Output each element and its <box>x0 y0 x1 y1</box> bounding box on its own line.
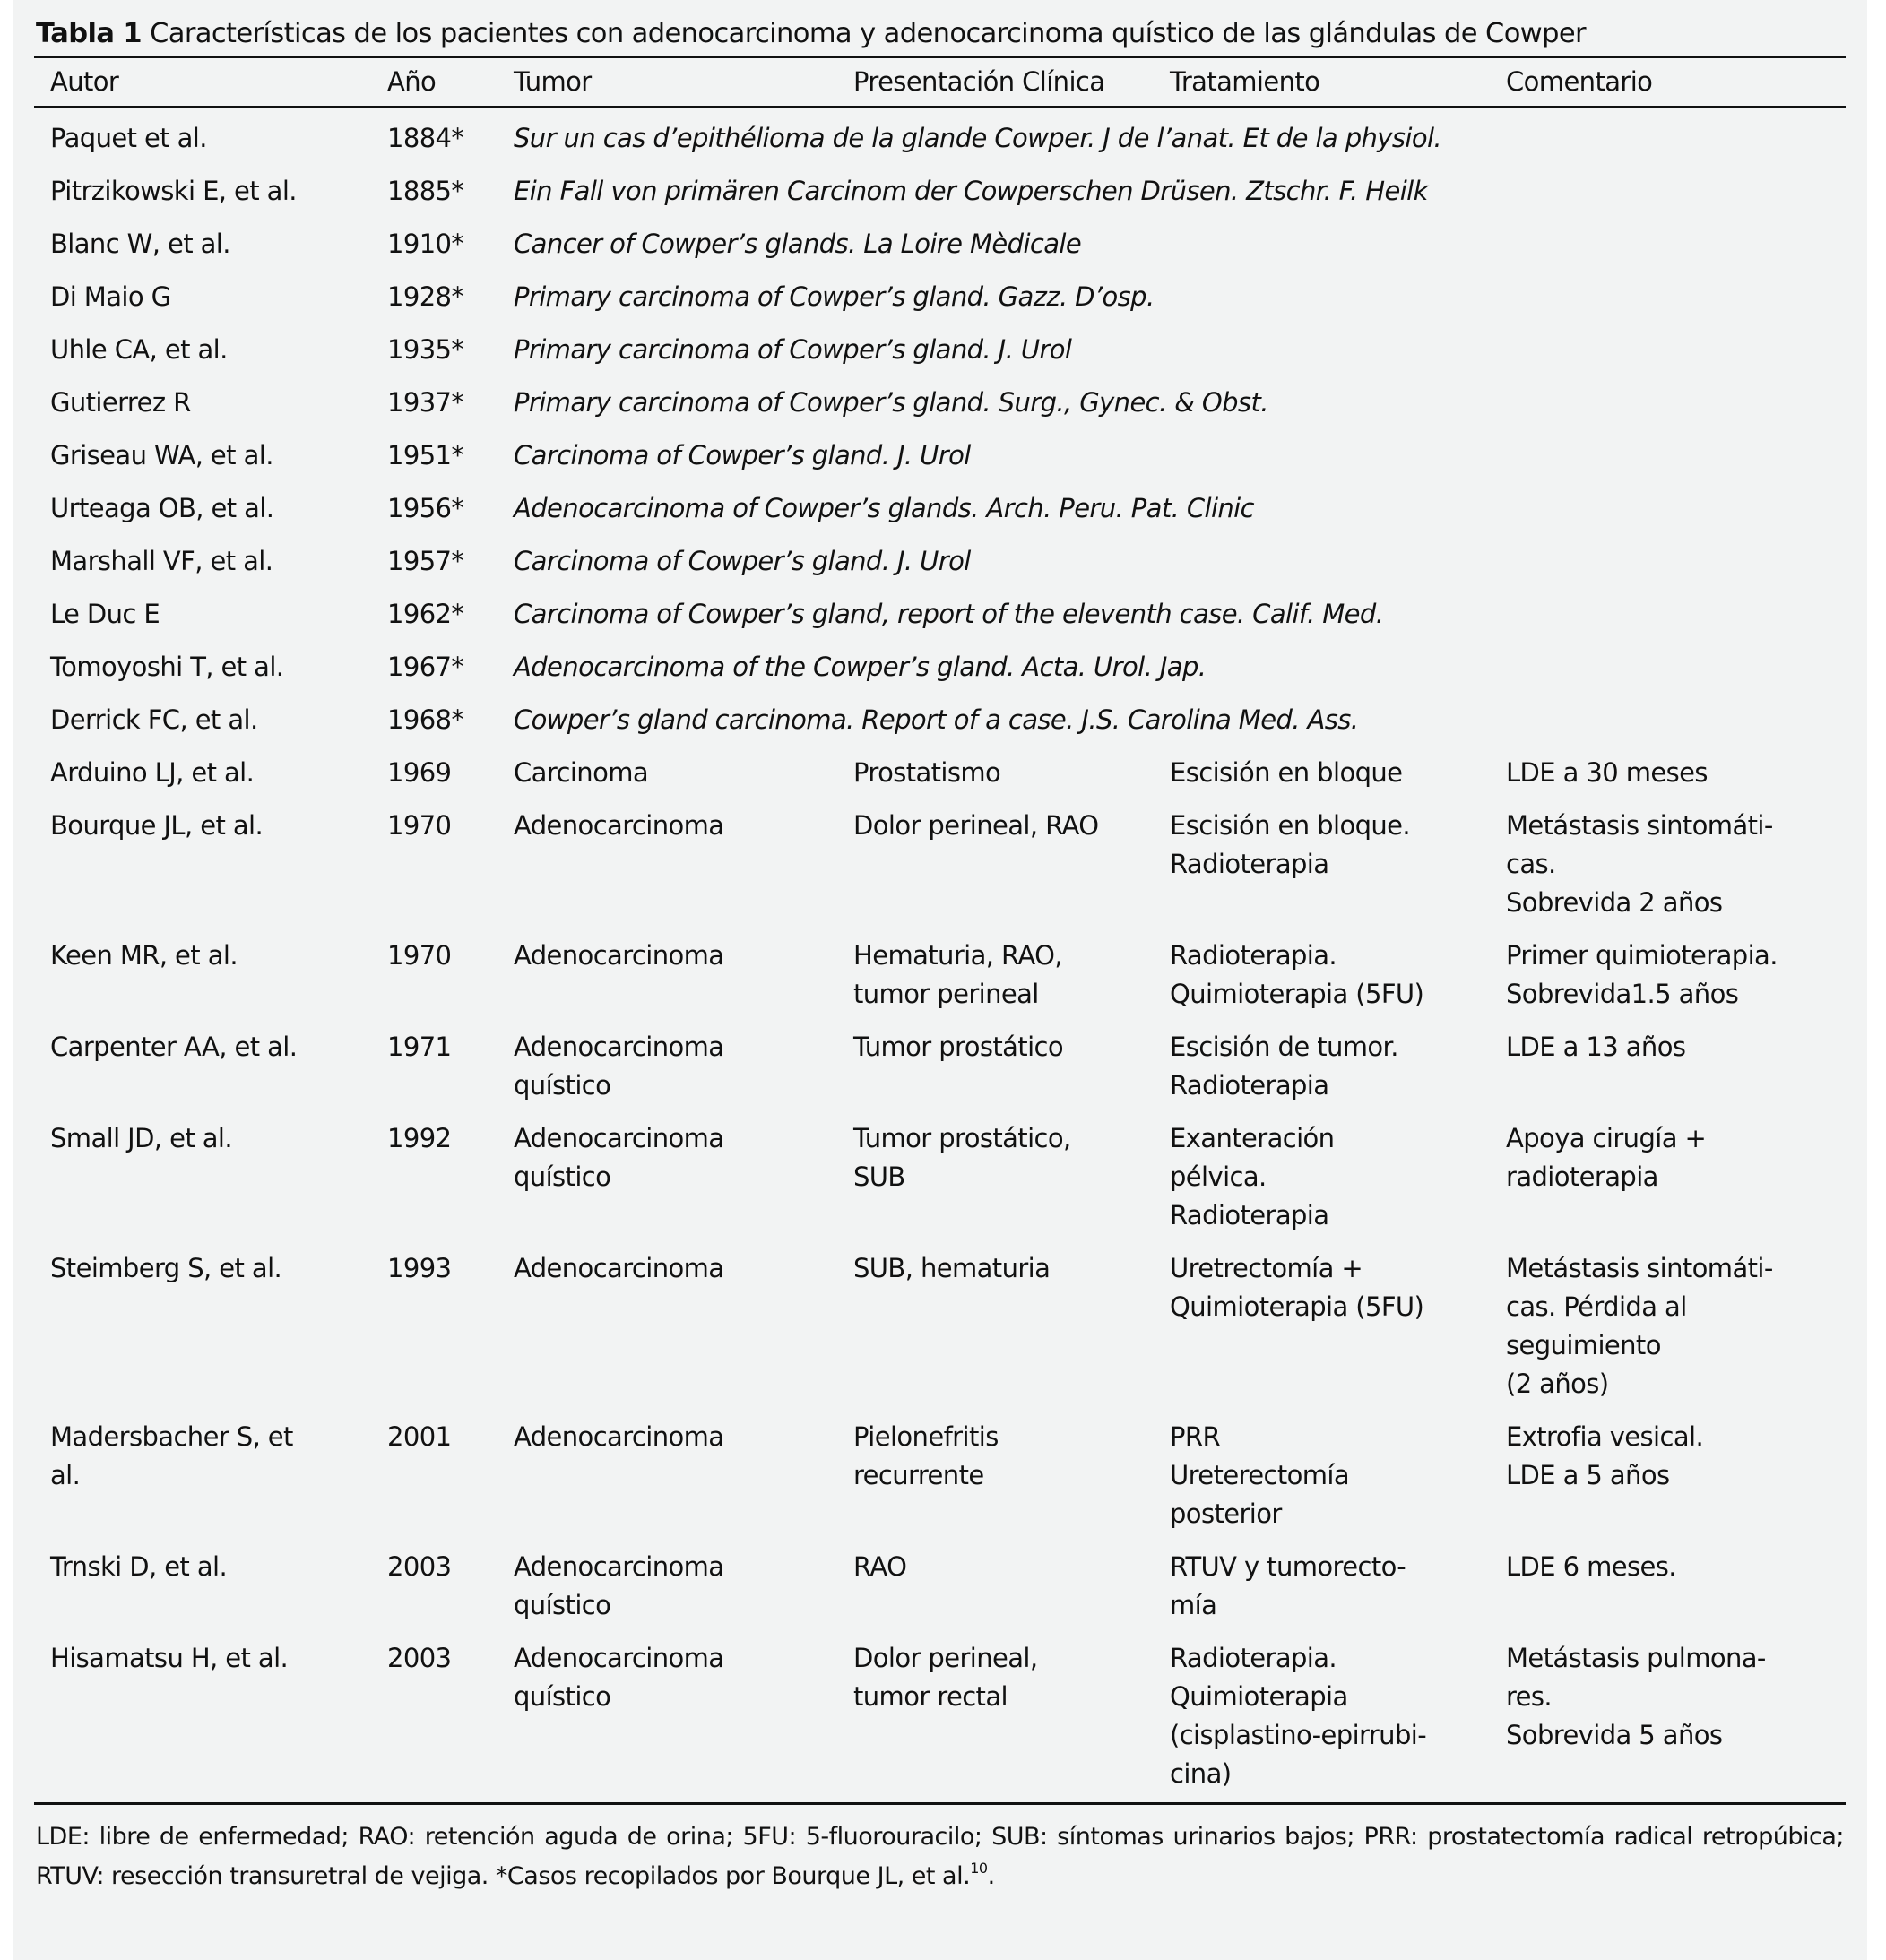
table-caption <box>34 13 1846 56</box>
header-anio: Año <box>387 66 437 97</box>
cell-presentacion <box>853 1548 1170 1625</box>
cell-anio: 1884* <box>387 123 464 153</box>
cell-line: Hisamatsu H, et al. <box>50 1643 289 1673</box>
header-comentario: Comentario <box>1506 66 1653 97</box>
header-presentacion: Presentación Clínica <box>853 66 1105 97</box>
cell-line: tumor perineal <box>853 979 1039 1009</box>
cell-tratamiento <box>1170 1418 1506 1533</box>
cell-line: cas. Pérdida al <box>1506 1291 1687 1322</box>
cell-line: Prostatismo <box>853 757 1001 788</box>
cell-reference: Primary carcinoma of Cowper’s gland. Gazz. D’osp. <box>514 281 1155 312</box>
cell-autor <box>34 1028 387 1105</box>
cell-line: quístico <box>514 1070 611 1101</box>
table-row <box>34 1537 1846 1628</box>
cell-line: res. <box>1506 1681 1553 1712</box>
cell-autor <box>34 1548 387 1625</box>
cell-line: Madersbacher S, et <box>50 1421 293 1452</box>
cell-anio: 1968* <box>387 704 464 735</box>
cell-line: cina) <box>1170 1758 1232 1789</box>
cell-tumor <box>514 1028 853 1105</box>
cell-line: recurrente <box>853 1460 984 1490</box>
cell-line: Apoya cirugía + <box>1506 1123 1707 1153</box>
cell-line: Escisión en bloque <box>1170 757 1403 788</box>
cell-anio: 1993 <box>387 1253 452 1283</box>
cell-reference: Cancer of Cowper’s glands. La Loire Mèdicale <box>514 229 1082 259</box>
cell-anio: 1971 <box>387 1032 452 1062</box>
table-row <box>34 1239 1846 1407</box>
header-row <box>34 58 1846 106</box>
cell-line: Quimioterapia <box>1170 1681 1348 1712</box>
table-row <box>34 320 1846 373</box>
cell-line: LDE 6 meses. <box>1506 1551 1676 1582</box>
cell-line: Metástasis pulmona- <box>1506 1643 1766 1673</box>
cell-line: Pielonefritis <box>853 1421 999 1452</box>
cell-line: RTUV y tumorecto- <box>1170 1551 1406 1582</box>
cell-line: Dolor perineal, RAO <box>853 810 1099 841</box>
table-row <box>34 479 1846 531</box>
cell-autor: Gutierrez R <box>50 387 191 418</box>
cell-comentario <box>1506 754 1846 792</box>
cell-presentacion <box>853 1249 1170 1403</box>
cell-line: Extrofia vesical. <box>1506 1421 1704 1452</box>
cell-line: Keen MR, et al. <box>50 940 238 971</box>
cell-comentario <box>1506 807 1846 922</box>
cell-reference: Primary carcinoma of Cowper’s gland. J. Urol <box>514 334 1072 365</box>
cell-reference: Cowper’s gland carcinoma. Report of a case. J.S. Carolina Med. Ass. <box>514 704 1359 735</box>
cell-tratamiento <box>1170 754 1506 792</box>
cell-anio: 1910* <box>387 229 464 259</box>
cell-line: Adenocarcinoma <box>514 1032 724 1062</box>
footnote-text: LDE: libre de enfermedad; RAO: retención aguda de orina; 5FU: 5-fluorouracilo; SUB: síntomas urinarios bajos; PRR: prostatectomía radical retropúbica; RTUV: resección transuretral de vejiga. *Casos recopilados por Bourque JL, et al. <box>36 1823 1844 1890</box>
cell-tumor <box>514 1418 853 1533</box>
cell-line: Small JD, et al. <box>50 1123 232 1153</box>
header-autor: Autor <box>50 66 119 97</box>
cell-line: Adenocarcinoma <box>514 1551 724 1582</box>
cell-reference: Ein Fall von primären Carcinom der Cowperschen Drüsen. Ztschr. F. Heilk <box>514 176 1428 206</box>
cell-autor <box>34 754 387 792</box>
cell-line: pélvica. <box>1170 1161 1267 1192</box>
cell-anio: 1967* <box>387 652 464 682</box>
cell-anio: 1937* <box>387 387 464 418</box>
cell-line: posterior <box>1170 1498 1282 1529</box>
cell-autor: Pitrzikowski E, et al. <box>50 176 297 206</box>
cell-line: (cisplastino-epirrubi- <box>1170 1720 1427 1750</box>
cell-line: Adenocarcinoma <box>514 1123 724 1153</box>
cell-line: Sobrevida1.5 años <box>1506 979 1739 1009</box>
cell-line: tumor rectal <box>853 1681 1008 1712</box>
cell-reference: Carcinoma of Cowper’s gland. J. Urol <box>514 546 971 576</box>
table-row <box>34 214 1846 267</box>
cell-line: Adenocarcinoma <box>514 940 724 971</box>
cell-reference: Adenocarcinoma of Cowper’s glands. Arch. Peru. Pat. Clinic <box>514 493 1254 523</box>
cell-line: quístico <box>514 1590 611 1620</box>
cell-comentario <box>1506 1418 1846 1533</box>
cell-anio: 2003 <box>387 1551 452 1582</box>
cell-autor: Derrick FC, et al. <box>50 704 258 735</box>
table-row <box>34 796 1846 926</box>
cell-line: Dolor perineal, <box>853 1643 1038 1673</box>
cell-line: Trnski D, et al. <box>50 1551 228 1582</box>
cell-autor: Paquet et al. <box>50 123 207 153</box>
cell-line: Adenocarcinoma <box>514 1643 724 1673</box>
cell-tratamiento <box>1170 937 1506 1014</box>
cell-line: Escisión en bloque. <box>1170 810 1411 841</box>
table-label: Tabla 1 <box>36 18 142 49</box>
table-row <box>34 426 1846 479</box>
cell-anio: 1969 <box>387 757 452 788</box>
cell-anio: 1885* <box>387 176 464 206</box>
cell-tumor <box>514 807 853 922</box>
cell-tratamiento <box>1170 1119 1506 1235</box>
cell-anio: 1992 <box>387 1123 452 1153</box>
cell-autor <box>34 807 387 922</box>
cell-line: Carpenter AA, et al. <box>50 1032 298 1062</box>
cell-line: Sobrevida 2 años <box>1506 887 1723 918</box>
cell-autor <box>34 1119 387 1235</box>
cell-tumor <box>514 1639 853 1793</box>
cell-anio: 1970 <box>387 810 452 841</box>
table-row <box>34 373 1846 426</box>
cell-autor: Le Duc E <box>50 599 160 629</box>
cell-line: mía <box>1170 1590 1217 1620</box>
cell-autor: Di Maio G <box>50 281 171 312</box>
cell-line: (2 años) <box>1506 1369 1609 1399</box>
footnote-reference: 10 <box>970 1860 988 1877</box>
cell-comentario <box>1506 1249 1846 1403</box>
cell-line: Bourque JL, et al. <box>50 810 264 841</box>
cell-reference: Primary carcinoma of Cowper’s gland. Surg., Gynec. & Obst. <box>514 387 1268 418</box>
cell-line: quístico <box>514 1161 611 1192</box>
cell-tratamiento <box>1170 1639 1506 1793</box>
cell-anio: 1956* <box>387 493 464 523</box>
cell-tumor <box>514 1249 853 1403</box>
cell-line: Steimberg S, et al. <box>50 1253 282 1283</box>
cell-line: Quimioterapia (5FU) <box>1170 979 1424 1009</box>
cell-autor <box>34 1639 387 1793</box>
cell-presentacion <box>853 754 1170 792</box>
cell-presentacion <box>853 807 1170 922</box>
cell-reference: Carcinoma of Cowper’s gland. J. Urol <box>514 440 971 471</box>
cell-line: Quimioterapia (5FU) <box>1170 1291 1424 1322</box>
table-footnote <box>34 1805 1846 1896</box>
cell-autor: Blanc W, et al. <box>50 229 230 259</box>
cell-anio: 1951* <box>387 440 464 471</box>
cell-line: quístico <box>514 1681 611 1712</box>
table-row <box>34 1407 1846 1537</box>
table-row <box>34 690 1846 743</box>
cell-line: LDE a 13 años <box>1506 1032 1686 1062</box>
cell-autor: Griseau WA, et al. <box>50 440 273 471</box>
cell-line: RAO <box>853 1551 907 1582</box>
cell-presentacion <box>853 937 1170 1014</box>
cell-anio: 1928* <box>387 281 464 312</box>
table-row <box>34 1628 1846 1797</box>
table-figure <box>34 13 1846 1896</box>
cell-autor: Marshall VF, et al. <box>50 546 273 576</box>
cell-line: Sobrevida 5 años <box>1506 1720 1723 1750</box>
cell-line: Adenocarcinoma <box>514 810 724 841</box>
cell-tumor <box>514 937 853 1014</box>
cell-line: Radioterapia. <box>1170 1643 1337 1673</box>
cell-presentacion <box>853 1028 1170 1105</box>
cell-line: al. <box>50 1460 81 1490</box>
cell-line: Tumor prostático, <box>853 1123 1071 1153</box>
cell-presentacion <box>853 1119 1170 1235</box>
cell-tumor <box>514 1119 853 1235</box>
cell-line: Metástasis sintomáti- <box>1506 1253 1773 1283</box>
cell-autor <box>34 1249 387 1403</box>
cell-line: Arduino LJ, et al. <box>50 757 255 788</box>
case-rows <box>34 743 1846 1797</box>
cell-reference: Adenocarcinoma of the Cowper’s gland. Acta. Urol. Jap. <box>514 652 1207 682</box>
cell-presentacion <box>853 1418 1170 1533</box>
header-tumor: Tumor <box>514 66 592 97</box>
cell-line: radioterapia <box>1506 1161 1658 1192</box>
table-row <box>34 267 1846 320</box>
cell-anio: 1970 <box>387 940 452 971</box>
cell-tumor <box>514 754 853 792</box>
cell-line: Radioterapia <box>1170 1200 1329 1230</box>
footnote-end: . <box>987 1862 995 1890</box>
table-row <box>34 743 1846 796</box>
cell-line: LDE a 30 meses <box>1506 757 1708 788</box>
cell-line: seguimiento <box>1506 1330 1661 1360</box>
cell-tratamiento <box>1170 1548 1506 1625</box>
cell-reference: Carcinoma of Cowper’s gland, report of the eleventh case. Calif. Med. <box>514 599 1384 629</box>
table-row <box>34 1109 1846 1239</box>
cell-line: SUB, hematuria <box>853 1253 1051 1283</box>
cell-anio: 2003 <box>387 1643 452 1673</box>
table-row <box>34 161 1846 214</box>
cell-line: Carcinoma <box>514 757 649 788</box>
reference-rows <box>34 108 1846 743</box>
cell-tratamiento <box>1170 807 1506 922</box>
cell-tratamiento <box>1170 1249 1506 1403</box>
cell-line: Hematuria, RAO, <box>853 940 1062 971</box>
cell-autor <box>34 1418 387 1533</box>
cell-line: SUB <box>853 1161 905 1192</box>
cell-tumor <box>514 1548 853 1625</box>
cell-autor: Uhle CA, et al. <box>50 334 228 365</box>
cell-line: Metástasis sintomáti- <box>1506 810 1773 841</box>
table-row <box>34 1017 1846 1109</box>
cell-presentacion <box>853 1639 1170 1793</box>
cell-autor: Urteaga OB, et al. <box>50 493 274 523</box>
cell-comentario <box>1506 937 1846 1014</box>
cell-line: Adenocarcinoma <box>514 1421 724 1452</box>
table-row <box>34 108 1846 161</box>
table-row <box>34 531 1846 584</box>
cell-comentario <box>1506 1639 1846 1793</box>
table-row <box>34 637 1846 690</box>
cell-comentario <box>1506 1028 1846 1105</box>
cell-anio: 2001 <box>387 1421 452 1452</box>
cell-line: LDE a 5 años <box>1506 1460 1670 1490</box>
cell-line: Uretrectomía + <box>1170 1253 1363 1283</box>
cell-comentario <box>1506 1119 1846 1235</box>
cell-autor <box>34 937 387 1014</box>
cell-line: cas. <box>1506 849 1556 879</box>
table-row <box>34 584 1846 637</box>
cell-line: Exanteración <box>1170 1123 1335 1153</box>
cell-anio: 1935* <box>387 334 464 365</box>
cell-line: Tumor prostático <box>853 1032 1064 1062</box>
table-row <box>34 926 1846 1017</box>
cell-anio: 1957* <box>387 546 464 576</box>
cell-line: Radioterapia <box>1170 849 1329 879</box>
cell-line: Primer quimioterapia. <box>1506 940 1778 971</box>
cell-comentario <box>1506 1548 1846 1625</box>
cell-line: Ureterectomía <box>1170 1460 1350 1490</box>
cell-line: Radioterapia <box>1170 1070 1329 1101</box>
cell-line: PRR <box>1170 1421 1220 1452</box>
cell-reference: Sur un cas d’epithélioma de la glande Cowper. J de l’anat. Et de la physiol. <box>514 123 1442 153</box>
cell-autor: Tomoyoshi T, et al. <box>50 652 284 682</box>
cell-tratamiento <box>1170 1028 1506 1105</box>
cell-line: Escisión de tumor. <box>1170 1032 1398 1062</box>
cell-line: Radioterapia. <box>1170 940 1337 971</box>
cell-line: Adenocarcinoma <box>514 1253 724 1283</box>
cell-anio: 1962* <box>387 599 464 629</box>
header-tratamiento: Tratamiento <box>1170 66 1320 97</box>
table-title: Características de los pacientes con adenocarcinoma y adenocarcinoma quístico de las glándulas de Cowper <box>141 18 1586 49</box>
